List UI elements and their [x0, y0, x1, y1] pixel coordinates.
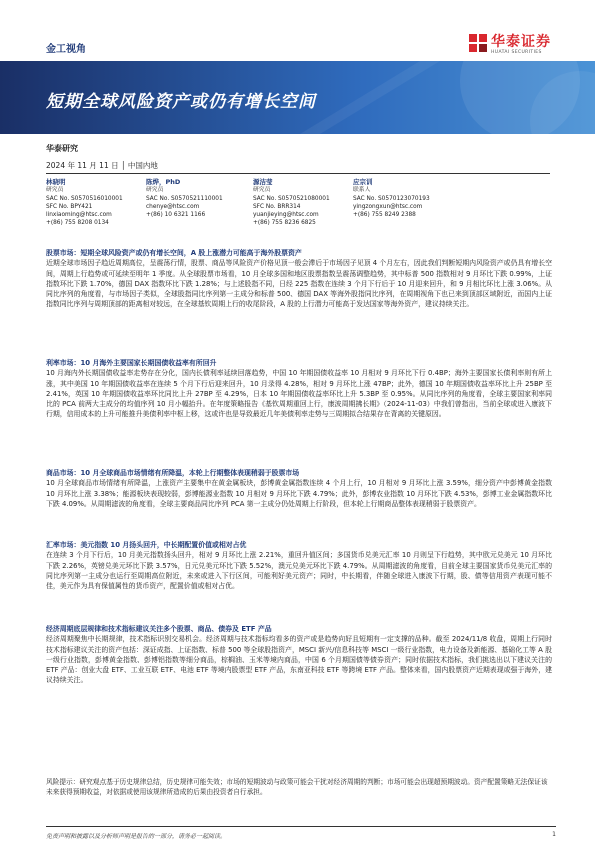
section-heading: 商品市场：10 月全球商品市场情绪有所降温，本轮上行期整体表现稍弱于股票市场: [46, 469, 300, 477]
footer-divider: [46, 826, 556, 827]
section-body: 在连续 3 个月下行后，10 月美元指数扬头回升，相对 9 月环比上涨 2.21%，重回升值区间；多国货币兑美元汇率 10 月则呈下行趋势，其中欧元兑美元 10 月环比下跌 2.26%，英镑兑美元环比下跌 3.57%，日元兑美元环比下跌 5.52%，澳元兑美元环比下跌 4.79%。从周期滤波的角度看，目前全球主要国家货币兑美元汇率的同比序列第一主成分也运行至周期高位附近，未来或进入下行区间，可能利好美元资产；同时，中长期看，伴随全球进入康波下行期，股、债等信用资产表现可能不佳，美元作为具有保值属性的货币资产，配置价值或相对占优。: [46, 551, 552, 591]
analyst-card: [253, 178, 330, 228]
footer-disclaimer: 免责声明和披露以及分析师声明是报告的一部分，请务必一起阅读。: [46, 833, 227, 840]
analyst-role: 研究员: [146, 187, 164, 194]
analyst-email[interactable]: yingzongxun@htsc.com: [353, 203, 423, 210]
brand-mark-icon: [469, 34, 487, 52]
analyst-name: 林晓明: [46, 178, 66, 186]
analyst-phone: +(86) 755 8249 2388: [353, 212, 416, 219]
divider: [46, 173, 550, 174]
analyst-name: 源洁莹: [253, 178, 273, 186]
analyst-name: 陈烨，PhD: [146, 178, 181, 186]
section-heading: 经济周期底层规律和技术指标建议关注多个股票、商品、债券及 ETF 产品: [46, 625, 272, 633]
footer: [46, 831, 556, 840]
section-heading: 利率市场：10 月海外主要国家长期国债收益率有所回升: [46, 359, 217, 367]
section-body: 经济周期聚焦中长期规律，技术指标识别交易机会。经济周期与技术指标均看多的资产或是趋势向好且短期有一定支撑的品种。截至 2024/11/8 收盘，周期上行同时技术指标建议关注的资产包括：深证成指、上证指数、标普 500 等全球股指资产，MSCI 新兴/信息科技等 MSCI 一级行业指数，电力设备及新能源、基础化工等 A 股一级行业指数，彭博黄金指数、彭博铝指数等细分商品，棕榈油、玉米等境内商品，中国 6 个月期国债等债券资产；同时依据技术指标，我们挑选出以下建议关注的 ETF 产品：创业大盘 ETF、工业互联 ETF、电池 ETF 等境内股票型 ETF 产品，东南亚科技 ETF 等跨境 ETF 产品。整体来看，国内股票资产近期表现或强于海外，建议持续关注。: [46, 635, 552, 685]
analyst-role: 研究员: [253, 187, 271, 194]
analyst-name: 应宗训: [353, 178, 373, 186]
date-line: 2024 年 11 月 11 日 │ 中国内地: [46, 161, 158, 170]
analyst-card: [353, 178, 430, 219]
title-banner: [0, 61, 595, 134]
section-heading: 股票市场：短期全球风险资产或仍有增长空间，A 股上涨潜力可能高于海外股票资产: [46, 249, 302, 257]
analyst-card: [46, 178, 123, 228]
analyst-email[interactable]: linxiaoming@htsc.com: [46, 212, 112, 219]
analyst-sfc: SFC No. BPY421: [46, 203, 93, 210]
brand-name-en: HUATAI SECURITIES: [491, 50, 542, 55]
section-label: 华泰研究: [46, 144, 78, 153]
brand-name-cn: 华泰证券: [491, 34, 551, 50]
section-body: 近期全球市场因子趋近周期高位，呈震荡行情，股票、商品等风险资产价格见顶一般会滞后于市场因子见顶 4 个月左右，因此我们判断短期内风险资产或仍具有增长空间，周期上行趋势或可延续至明年 1 季度。从全球股票市场看，10 月全球多国和地区股票指数呈震荡调整趋势，其中标普 500 指数相对 9 月环比下跌 0.99%，上证指数环比下跌 1.70%，德国 DAX 指数环比下跌 1.28%；与上述股指不同，日经 225 指数在连续 3 个月下行后于 10 月迎来回升，和 9 月相比环比上涨 3.06%。从同比序列的角度看，与市场因子类似，全球股指同比序列第一主成分和标普 500、德国 DAX 等海外股指同比序列，在周期视角下也已来到顶部区域附近，而国内上证指数同比序列与周期顶部的距离相对较远，在全球基钦周期上行的收尾阶段，A 股的上行潜力可能高于发达国家等海外资产，建议持续关注。: [46, 259, 552, 309]
section-body: 10 月全球商品市场情绪有所降温，上涨资产主要集中在黄金属板块，彭博黄金属指数连续 4 个月上行，10 月相对 9 月环比上涨 3.59%，细分资产中彭博黄金指数 10 月环比上涨 3.38%；能源板块表现较弱，彭博能源业指数 10 月相对 9 月环比下跌 4.79%；此外，彭博农业指数 10 月环比下跌 4.53%，彭博工业金属指数环比下跌 4.09%。从周期滤波的角度看，全球主要商品同比序列 PCA 第一主成分仍处周期上行阶段，但本轮上行期商品整体表现稍弱于股票资产。: [46, 479, 552, 508]
section-commodity-market: [46, 468, 552, 509]
analyst-email[interactable]: yuanjieying@htsc.com: [253, 212, 319, 219]
risk-warning: 风险提示：研究观点基于历史规律总结，历史规律可能失效；市场的短期波动与政策可能会干扰对经济周期的判断；市场可能会出现超预期波动。资产配置策略无法保证该未来获得预期收益，对依据或使用该规律所造成的后果由投资者自行承担。: [46, 778, 548, 796]
section-heading: 汇率市场：美元指数 10 月扬头回升，中长期配置价值或相对占优: [46, 541, 247, 549]
analyst-list: [46, 178, 556, 240]
analyst-sfc: SFC No. BRR314: [253, 203, 301, 210]
section-stock-market: [46, 248, 552, 310]
analyst-card: [146, 178, 223, 219]
section-fx-market: [46, 540, 552, 591]
page-title: 短期全球风险资产或仍有增长空间: [46, 92, 316, 112]
analyst-phone: +(86) 10 6321 1166: [146, 212, 206, 219]
analyst-phone: +(86) 755 8236 6825: [253, 220, 316, 227]
section-rates-market: [46, 358, 552, 420]
analyst-sac: SAC No. S0570521110001: [146, 195, 223, 202]
analyst-role: 研究员: [46, 187, 64, 194]
brand-logo: [469, 34, 551, 55]
page-number: 1: [552, 831, 556, 838]
analyst-email[interactable]: chenye@htsc.com: [146, 203, 200, 210]
analyst-role: 联系人: [353, 187, 371, 194]
analyst-sac: SAC No. S0570123070193: [353, 195, 430, 202]
section-body: 10 月海内外长期国债收益率走势存在分化，国内长债利率延续回落趋势，中国 10 年期国债收益率 10 月相对 9 月环比下行 0.4BP；海外主要国家长债利率则有所上涨，其中美国 10 年期国债收益率在连续 5 个月下行后迎来回升，10 月录得 4.28%，相对 9 月环比上涨 47BP；此外，德国 10 年期国债收益率环比上升 25BP 至 2.41%，英国 10 年期国债收益率环比同比上升 27BP 至 4.29%，日本 10 年期国债收益率环比上升 5.3BP 至 0.95%。从同比序列的角度看，全球主要国家利率同比的 PCA 前两大主成分的均值序列 10 月小幅抬升。在年度策略报告《基钦周期重回上行，康波周期拂长期》（2024-11-03）中我们曾指出，当前全球或进入康波下行期，信用成本的上升可能推升美债利率中枢上移，这或许也是导致最近几年美债利率走势与三周期拟合结果存在背离的关键原因。: [46, 369, 552, 419]
analyst-sac: SAC No. S0570516010001: [46, 195, 123, 202]
analyst-phone: +(86) 755 8208 0134: [46, 220, 109, 227]
section-recommendations: [46, 624, 552, 686]
header-tag: 金工视角: [46, 44, 86, 55]
analyst-sac: SAC No. S0570521080001: [253, 195, 330, 202]
